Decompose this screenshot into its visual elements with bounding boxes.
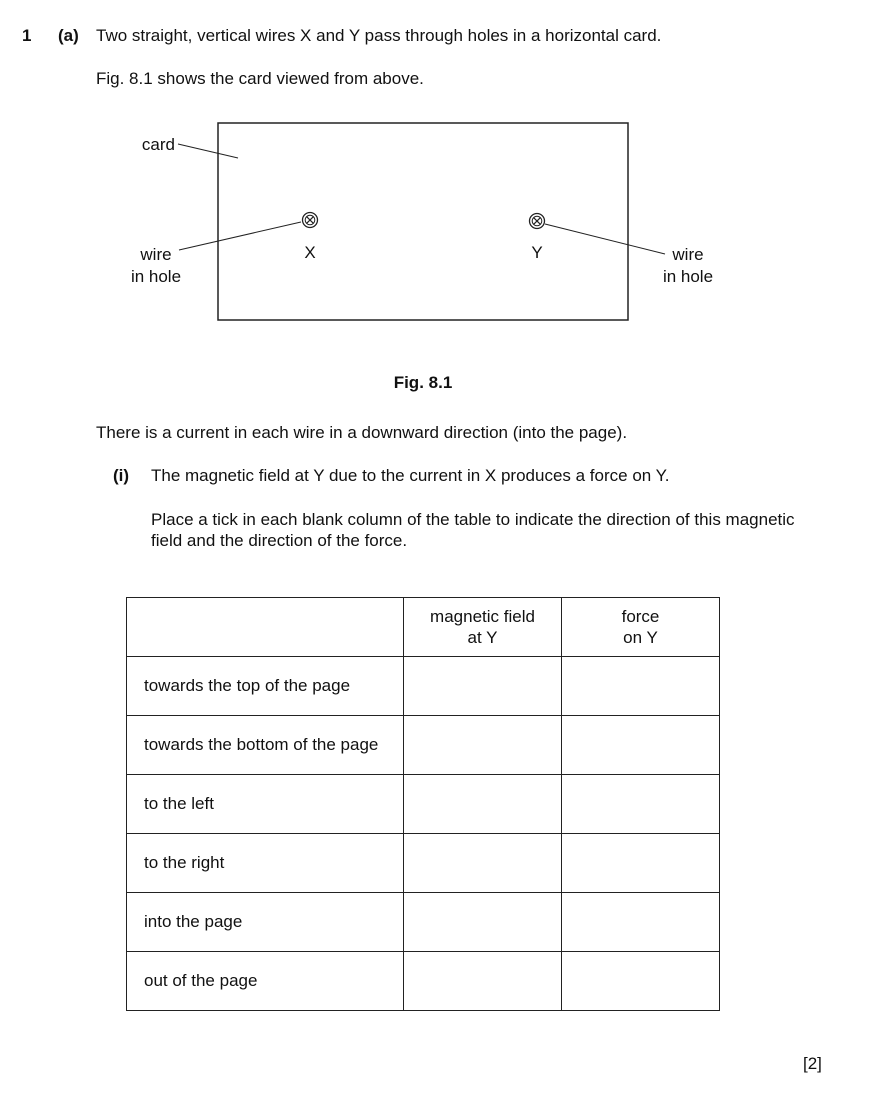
figure-intro-text: Fig. 8.1 shows the card viewed from above. — [96, 69, 424, 88]
tick-cell-magnetic-field[interactable] — [404, 657, 562, 716]
wire-right-label-line1: wire — [672, 245, 704, 264]
table-row — [127, 834, 720, 893]
figure-caption: Fig. 8.1 — [393, 373, 453, 392]
sub-part-statement: The magnetic field at Y due to the current in X produces a force on Y. — [151, 466, 670, 485]
tick-cell-magnetic-field[interactable] — [404, 952, 562, 1011]
intro-text: Two straight, vertical wires X and Y pass through holes in a horizontal card. — [96, 26, 662, 45]
sub-part-label: (i) — [113, 466, 130, 485]
table-row — [127, 657, 720, 716]
wire-x-leader-line — [179, 222, 301, 250]
header-magnetic-field-line2: at Y — [467, 628, 498, 647]
row-label: towards the top of the page — [127, 657, 404, 716]
tick-cell-magnetic-field[interactable] — [404, 716, 562, 775]
wire-right-label-line2: in hole — [662, 267, 714, 286]
row-label: into the page — [127, 893, 404, 952]
tick-cell-force[interactable] — [562, 716, 720, 775]
marks-label: [2] — [803, 1054, 822, 1073]
row-label: to the right — [127, 834, 404, 893]
table-row — [127, 716, 720, 775]
tick-cell-force[interactable] — [562, 657, 720, 716]
card-outline — [218, 123, 628, 320]
part-label: (a) — [58, 26, 79, 45]
table-row — [127, 893, 720, 952]
header-force-line2: on Y — [623, 628, 658, 647]
wire-left-label-line1: wire — [140, 245, 172, 264]
tick-cell-force[interactable] — [562, 775, 720, 834]
tick-cell-force[interactable] — [562, 952, 720, 1011]
header-magnetic-field — [404, 598, 562, 657]
tick-cell-magnetic-field[interactable] — [404, 775, 562, 834]
tick-cell-force[interactable] — [562, 834, 720, 893]
direction-table — [126, 597, 720, 1011]
row-label: out of the page — [127, 952, 404, 1011]
table-row — [127, 952, 720, 1011]
tick-cell-magnetic-field[interactable] — [404, 893, 562, 952]
question-number: 1 — [22, 26, 32, 45]
header-magnetic-field-line1: magnetic field — [430, 607, 535, 626]
wire-y-label: Y — [531, 243, 543, 262]
instruction-line-1: Place a tick in each blank column of the table to indicate the direction of this magnetic — [151, 510, 795, 529]
tick-cell-magnetic-field[interactable] — [404, 834, 562, 893]
table-row — [127, 775, 720, 834]
wire-x-into-page-icon — [303, 213, 318, 228]
row-label: to the left — [127, 775, 404, 834]
header-force-line1: force — [621, 607, 660, 626]
card-leader-line — [178, 144, 238, 158]
wire-x-label: X — [304, 243, 316, 262]
tick-cell-force[interactable] — [562, 893, 720, 952]
header-force — [562, 598, 720, 657]
header-blank-cell — [127, 598, 404, 657]
instruction-line-2: field and the direction of the force. — [151, 531, 408, 550]
current-text: There is a current in each wire in a downward direction (into the page). — [96, 423, 628, 442]
wire-y-into-page-icon — [530, 214, 545, 229]
table-header-row — [127, 598, 720, 657]
row-label: towards the bottom of the page — [127, 716, 404, 775]
wire-left-label-line2: in hole — [130, 267, 182, 286]
card-label: card — [141, 135, 175, 154]
card-diagram — [0, 0, 870, 400]
wire-y-leader-line — [545, 224, 665, 254]
